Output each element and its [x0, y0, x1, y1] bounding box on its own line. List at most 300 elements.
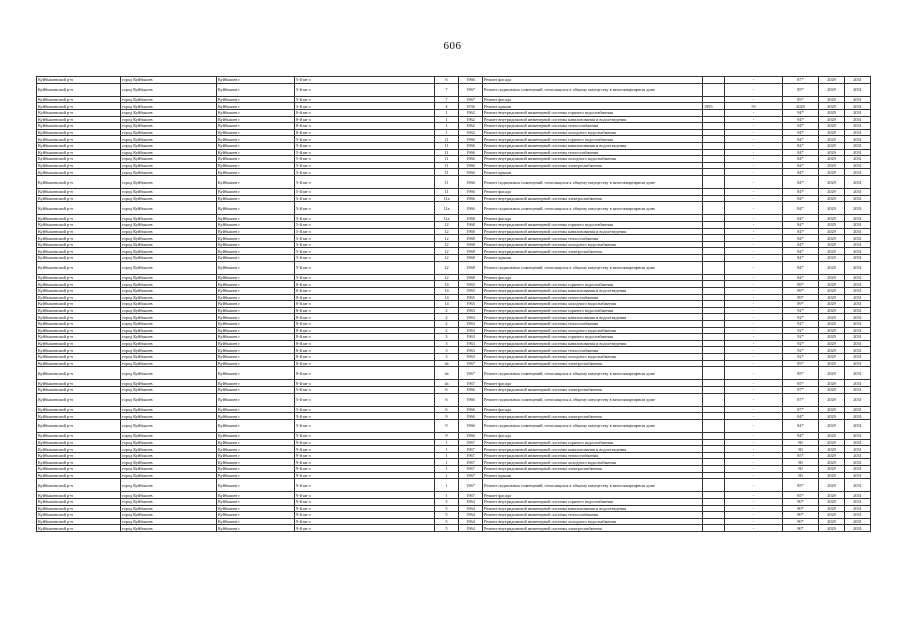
quarter-cell: 9-й кв-л	[295, 505, 435, 512]
district-cell: Куйбышевский р-н	[37, 274, 121, 281]
quarter-cell: 5-й кв-л	[295, 96, 435, 103]
dash-cell: 55	[725, 103, 783, 110]
build-year-cell: 1967	[459, 83, 483, 96]
work-type-cell: Ремонт внутридомовой инженерной системы холодного водоснабжения	[483, 301, 703, 308]
settlement-cell: город Куйбышев	[121, 334, 217, 341]
street-cell: Куйбышев г	[217, 142, 295, 149]
dash-cell: -	[725, 288, 783, 295]
house-number-cell: 4	[435, 103, 459, 110]
area-cell	[703, 261, 725, 274]
cost-cell: 2029	[783, 103, 819, 110]
area-cell	[703, 446, 725, 453]
work-type-cell: Ремонт внутридомовой инженерной системы горячего водоснабжения	[483, 136, 703, 143]
end-year-cell: 2031	[845, 353, 871, 360]
settlement-cell: город Куйбышев	[121, 479, 217, 492]
quarter-cell: 9-й кв-л	[295, 479, 435, 492]
area-cell	[703, 195, 725, 202]
street-cell: Куйбышев г	[217, 452, 295, 459]
area-cell	[703, 347, 725, 354]
dash-cell: -	[725, 347, 783, 354]
quarter-cell: 8-й кв-л	[295, 301, 435, 308]
street-cell: Куйбышев г	[217, 189, 295, 196]
dash-cell: -	[725, 156, 783, 163]
dash-cell: -	[725, 195, 783, 202]
end-year-cell: 2031	[845, 459, 871, 466]
dash-cell: -	[725, 406, 783, 413]
district-cell: Куйбышевский р-н	[37, 340, 121, 347]
area-cell	[703, 492, 725, 499]
build-year-cell: 1966	[459, 162, 483, 169]
table-row	[37, 77, 871, 84]
table-row	[37, 169, 871, 176]
house-number-cell: 5	[435, 525, 459, 532]
dash-cell: -	[725, 149, 783, 156]
settlement-cell: город Куйбышев	[121, 518, 217, 525]
district-cell: Куйбышевский р-н	[37, 142, 121, 149]
quarter-cell: 8-й кв-л	[295, 353, 435, 360]
start-year-cell: 2029	[819, 288, 845, 295]
house-number-cell: 1	[435, 116, 459, 123]
work-type-cell: Ремонт внутридомовой инженерной системы холодного водоснабжения	[483, 241, 703, 248]
quarter-cell: 3-й кв-л	[295, 103, 435, 110]
table-row	[37, 129, 871, 136]
street-cell: Куйбышев г	[217, 525, 295, 532]
table-row	[37, 320, 871, 327]
district-cell: Куйбышевский р-н	[37, 413, 121, 420]
end-year-cell: 2031	[845, 294, 871, 301]
settlement-cell: город Куйбышев	[121, 419, 217, 432]
house-number-cell: 11	[435, 136, 459, 143]
area-cell	[703, 406, 725, 413]
quarter-cell: 8-й кв-л	[295, 360, 435, 367]
work-type-cell: Ремонт внутридомовой инженерной системы электроснабжения	[483, 466, 703, 473]
dash-cell: -	[725, 175, 783, 188]
repair-schedule-table	[36, 76, 871, 532]
cost-cell: 87*	[783, 406, 819, 413]
start-year-cell: 2029	[819, 472, 845, 479]
start-year-cell: 2029	[819, 314, 845, 321]
cost-cell: 85*	[783, 83, 819, 96]
house-number-cell: 9	[435, 433, 459, 440]
area-cell	[703, 518, 725, 525]
work-type-cell: Ремонт внутридомовой инженерной системы электроснабжения	[483, 525, 703, 532]
cost-cell: 84*	[783, 202, 819, 215]
build-year-cell: 1966	[459, 419, 483, 432]
district-cell: Куйбышевский р-н	[37, 459, 121, 466]
dash-cell: -	[725, 241, 783, 248]
area-cell	[703, 255, 725, 262]
district-cell: Куйбышевский р-н	[37, 406, 121, 413]
end-year-cell: 2031	[845, 261, 871, 274]
street-cell: Куйбышев г	[217, 241, 295, 248]
area-cell	[703, 472, 725, 479]
district-cell: Куйбышевский р-н	[37, 202, 121, 215]
build-year-cell: 1967	[459, 479, 483, 492]
settlement-cell: город Куйбышев	[121, 386, 217, 393]
work-type-cell: Ремонт крыши	[483, 255, 703, 262]
cost-cell: 92*	[783, 347, 819, 354]
area-cell	[703, 294, 725, 301]
house-number-cell: 9	[435, 419, 459, 432]
settlement-cell: город Куйбышев	[121, 327, 217, 334]
cost-cell: 80	[783, 439, 819, 446]
district-cell: Куйбышевский р-н	[37, 472, 121, 479]
work-type-cell: Ремонт фасада	[483, 96, 703, 103]
start-year-cell: 2029	[819, 340, 845, 347]
start-year-cell: 2029	[819, 334, 845, 341]
dash-cell: -	[725, 202, 783, 215]
dash-cell: -	[725, 433, 783, 440]
district-cell: Куйбышевский р-н	[37, 248, 121, 255]
work-type-cell: Ремонт внутридомовой инженерной системы теплоснабжения	[483, 294, 703, 301]
settlement-cell: город Куйбышев	[121, 175, 217, 188]
build-year-cell: 1963	[459, 307, 483, 314]
house-number-cell: 1	[435, 459, 459, 466]
cost-cell: 87*	[783, 393, 819, 406]
table-row	[37, 505, 871, 512]
quarter-cell: 5-й кв-л	[295, 393, 435, 406]
settlement-cell: город Куйбышев	[121, 446, 217, 453]
table-row	[37, 241, 871, 248]
cost-cell: 85*	[783, 96, 819, 103]
build-year-cell: 1966	[459, 136, 483, 143]
table-row	[37, 248, 871, 255]
area-cell	[703, 129, 725, 136]
street-cell: Куйбышев г	[217, 334, 295, 341]
settlement-cell: город Куйбышев	[121, 294, 217, 301]
work-type-cell: Ремонт внутридомовой инженерной системы теплоснабжения	[483, 123, 703, 130]
dash-cell: -	[725, 294, 783, 301]
dash-cell: -	[725, 136, 783, 143]
build-year-cell: 1962	[459, 116, 483, 123]
area-cell	[703, 307, 725, 314]
start-year-cell: 2029	[819, 274, 845, 281]
cost-cell: 84*	[783, 241, 819, 248]
street-cell: Куйбышев г	[217, 96, 295, 103]
dash-cell: -	[725, 492, 783, 499]
area-cell	[703, 459, 725, 466]
area-cell	[703, 525, 725, 532]
build-year-cell: 1966	[459, 156, 483, 163]
start-year-cell: 2029	[819, 294, 845, 301]
start-year-cell: 2029	[819, 162, 845, 169]
house-number-cell: 3	[435, 334, 459, 341]
house-number-cell: 2	[435, 327, 459, 334]
table-row	[37, 472, 871, 479]
district-cell: Куйбышевский р-н	[37, 261, 121, 274]
start-year-cell: 2029	[819, 195, 845, 202]
street-cell: Куйбышев г	[217, 123, 295, 130]
build-year-cell: 1965	[459, 288, 483, 295]
table-row	[37, 353, 871, 360]
street-cell: Куйбышев г	[217, 261, 295, 274]
table-row	[37, 202, 871, 215]
end-year-cell: 2031	[845, 77, 871, 84]
work-type-cell: Ремонт внутридомовой инженерной системы теплоснабжения	[483, 347, 703, 354]
quarter-cell: 8-й кв-л	[295, 123, 435, 130]
house-number-cell: 9	[435, 413, 459, 420]
settlement-cell: город Куйбышев	[121, 235, 217, 242]
quarter-cell: 8-й кв-л	[295, 116, 435, 123]
table-row	[37, 162, 871, 169]
quarter-cell: 5-й кв-л	[295, 136, 435, 143]
work-type-cell: Ремонт внутридомовой инженерной системы теплоснабжения	[483, 452, 703, 459]
dash-cell: -	[725, 169, 783, 176]
table-row	[37, 452, 871, 459]
end-year-cell: 2031	[845, 129, 871, 136]
work-type-cell: Ремонт внутридомовой инженерной системы теплоснабжения	[483, 320, 703, 327]
street-cell: Куйбышев г	[217, 479, 295, 492]
settlement-cell: город Куйбышев	[121, 380, 217, 387]
settlement-cell: город Куйбышев	[121, 340, 217, 347]
build-year-cell: 1966	[459, 142, 483, 149]
dash-cell: -	[725, 77, 783, 84]
table-row	[37, 96, 871, 103]
build-year-cell: 1967	[459, 459, 483, 466]
quarter-cell: 9-й кв-л	[295, 472, 435, 479]
house-number-cell: 12	[435, 241, 459, 248]
district-cell: Куйбышевский р-н	[37, 327, 121, 334]
house-number-cell: 1	[435, 466, 459, 473]
cost-cell: 94*	[783, 109, 819, 116]
start-year-cell: 2029	[819, 433, 845, 440]
quarter-cell: 9-й кв-л	[295, 518, 435, 525]
quarter-cell: 5-й кв-л	[295, 189, 435, 196]
work-type-cell: Ремонт крыши	[483, 472, 703, 479]
house-number-cell: 14	[435, 281, 459, 288]
end-year-cell: 2031	[845, 241, 871, 248]
start-year-cell: 2029	[819, 367, 845, 380]
dash-cell: -	[725, 222, 783, 229]
settlement-cell: город Куйбышев	[121, 307, 217, 314]
quarter-cell: 5-й кв-л	[295, 413, 435, 420]
table-row	[37, 525, 871, 532]
work-type-cell: Ремонт внутридомовой инженерной системы канализования и водоотведения	[483, 340, 703, 347]
end-year-cell: 2031	[845, 419, 871, 432]
area-cell	[703, 380, 725, 387]
settlement-cell: город Куйбышев	[121, 261, 217, 274]
build-year-cell: 1936	[459, 103, 483, 110]
house-number-cell: 1	[435, 439, 459, 446]
dash-cell: -	[725, 281, 783, 288]
street-cell: Куйбышев г	[217, 466, 295, 473]
district-cell: Куйбышевский р-н	[37, 314, 121, 321]
quarter-cell: 9-й кв-л	[295, 446, 435, 453]
work-type-cell: Ремонт подвальных помещений, относящихся к общему имуществу в многоквартирном доме	[483, 83, 703, 96]
table-row	[37, 459, 871, 466]
street-cell: Куйбышев г	[217, 327, 295, 334]
work-type-cell: Ремонт фасада	[483, 274, 703, 281]
table-row	[37, 228, 871, 235]
end-year-cell: 2031	[845, 162, 871, 169]
table-row	[37, 294, 871, 301]
work-type-cell: Ремонт внутридомовой инженерной системы холодного водоснабжения	[483, 129, 703, 136]
dash-cell: -	[725, 360, 783, 367]
table-row	[37, 314, 871, 321]
settlement-cell: город Куйбышев	[121, 215, 217, 222]
work-type-cell: Ремонт внутридомовой инженерной системы канализования и водоотведения	[483, 288, 703, 295]
house-number-cell: 1	[435, 479, 459, 492]
page-number: 606	[443, 40, 462, 52]
start-year-cell: 2029	[819, 109, 845, 116]
build-year-cell: 1962	[459, 123, 483, 130]
quarter-cell: 9-й кв-л	[295, 439, 435, 446]
settlement-cell: город Куйбышев	[121, 123, 217, 130]
start-year-cell: 2029	[819, 202, 845, 215]
quarter-cell: 8-й кв-л	[295, 314, 435, 321]
settlement-cell: город Куйбышев	[121, 492, 217, 499]
end-year-cell: 2031	[845, 248, 871, 255]
start-year-cell: 2029	[819, 446, 845, 453]
area-cell	[703, 175, 725, 188]
table-row	[37, 419, 871, 432]
dash-cell: -	[725, 466, 783, 473]
work-type-cell: Ремонт внутридомовой инженерной системы электроснабжения	[483, 413, 703, 420]
area-cell	[703, 222, 725, 229]
street-cell: Куйбышев г	[217, 156, 295, 163]
street-cell: Куйбышев г	[217, 314, 295, 321]
build-year-cell: 1968	[459, 215, 483, 222]
dash-cell: -	[725, 162, 783, 169]
house-number-cell: 11а	[435, 195, 459, 202]
settlement-cell: город Куйбышев	[121, 274, 217, 281]
quarter-cell: 8-й кв-л	[295, 294, 435, 301]
settlement-cell: город Куйбышев	[121, 512, 217, 519]
start-year-cell: 2029	[819, 327, 845, 334]
settlement-cell: город Куйбышев	[121, 406, 217, 413]
street-cell: Куйбышев г	[217, 413, 295, 420]
table-row	[37, 281, 871, 288]
area-cell	[703, 169, 725, 176]
start-year-cell: 2029	[819, 116, 845, 123]
dash-cell: -	[725, 235, 783, 242]
street-cell: Куйбышев г	[217, 109, 295, 116]
settlement-cell: город Куйбышев	[121, 248, 217, 255]
work-type-cell: Ремонт внутридомовой инженерной системы электроснабжения	[483, 360, 703, 367]
settlement-cell: город Куйбышев	[121, 281, 217, 288]
dash-cell: -	[725, 499, 783, 506]
start-year-cell: 2029	[819, 452, 845, 459]
end-year-cell: 2031	[845, 406, 871, 413]
cost-cell: 89*	[783, 281, 819, 288]
district-cell: Куйбышевский р-н	[37, 419, 121, 432]
start-year-cell: 2029	[819, 235, 845, 242]
table-row	[37, 512, 871, 519]
area-cell	[703, 334, 725, 341]
street-cell: Куйбышев г	[217, 215, 295, 222]
build-year-cell: 1967	[459, 472, 483, 479]
settlement-cell: город Куйбышев	[121, 301, 217, 308]
quarter-cell: 5-й кв-л	[295, 274, 435, 281]
house-number-cell: 11а	[435, 202, 459, 215]
end-year-cell: 2031	[845, 320, 871, 327]
district-cell: Куйбышевский р-н	[37, 353, 121, 360]
cost-cell: 84*	[783, 255, 819, 262]
quarter-cell: 9-й кв-л	[295, 512, 435, 519]
house-number-cell: 12	[435, 228, 459, 235]
build-year-cell: 1963	[459, 314, 483, 321]
settlement-cell: город Куйбышев	[121, 83, 217, 96]
street-cell: Куйбышев г	[217, 518, 295, 525]
street-cell: Куйбышев г	[217, 446, 295, 453]
settlement-cell: город Куйбышев	[121, 466, 217, 473]
work-type-cell: Ремонт подвальных помещений, относящихся к общему имуществу в многоквартирном доме	[483, 202, 703, 215]
table-row	[37, 156, 871, 163]
street-cell: Куйбышев г	[217, 281, 295, 288]
start-year-cell: 2029	[819, 301, 845, 308]
end-year-cell: 2031	[845, 479, 871, 492]
area-cell	[703, 274, 725, 281]
district-cell: Куйбышевский р-н	[37, 393, 121, 406]
start-year-cell: 2029	[819, 96, 845, 103]
settlement-cell: город Куйбышев	[121, 195, 217, 202]
street-cell: Куйбышев г	[217, 129, 295, 136]
build-year-cell: 1963	[459, 353, 483, 360]
cost-cell: 92*	[783, 314, 819, 321]
start-year-cell: 2029	[819, 248, 845, 255]
area-cell	[703, 433, 725, 440]
dash-cell: -	[725, 255, 783, 262]
start-year-cell: 2029	[819, 83, 845, 96]
dash-cell: -	[725, 314, 783, 321]
street-cell: Куйбышев г	[217, 222, 295, 229]
district-cell: Куйбышевский р-н	[37, 255, 121, 262]
district-cell: Куйбышевский р-н	[37, 123, 121, 130]
area-cell	[703, 367, 725, 380]
build-year-cell: 1962	[459, 109, 483, 116]
district-cell: Куйбышевский р-н	[37, 452, 121, 459]
build-year-cell: 1964	[459, 525, 483, 532]
end-year-cell: 2031	[845, 347, 871, 354]
end-year-cell: 2031	[845, 96, 871, 103]
build-year-cell: 1962	[459, 129, 483, 136]
district-cell: Куйбышевский р-н	[37, 380, 121, 387]
district-cell: Куйбышевский р-н	[37, 334, 121, 341]
cost-cell: 84*	[783, 162, 819, 169]
quarter-cell: 5-й кв-л	[295, 433, 435, 440]
settlement-cell: город Куйбышев	[121, 189, 217, 196]
quarter-cell: 5-й кв-л	[295, 142, 435, 149]
settlement-cell: город Куйбышев	[121, 228, 217, 235]
settlement-cell: город Куйбышев	[121, 367, 217, 380]
end-year-cell: 2031	[845, 222, 871, 229]
end-year-cell: 2031	[845, 116, 871, 123]
work-type-cell: Ремонт внутридомовой инженерной системы канализования и водоотведения	[483, 446, 703, 453]
table-row	[37, 406, 871, 413]
build-year-cell: 1967	[459, 492, 483, 499]
street-cell: Куйбышев г	[217, 439, 295, 446]
cost-cell: 85*	[783, 360, 819, 367]
area-cell: 1995	[703, 103, 725, 110]
end-year-cell: 2031	[845, 367, 871, 380]
start-year-cell: 2029	[819, 393, 845, 406]
street-cell: Куйбышев г	[217, 419, 295, 432]
house-number-cell: 6	[435, 77, 459, 84]
start-year-cell: 2029	[819, 466, 845, 473]
end-year-cell: 2031	[845, 123, 871, 130]
dash-cell: -	[725, 452, 783, 459]
build-year-cell: 1966	[459, 149, 483, 156]
district-cell: Куйбышевский р-н	[37, 281, 121, 288]
table-row	[37, 189, 871, 196]
area-cell	[703, 419, 725, 432]
end-year-cell: 2031	[845, 274, 871, 281]
dash-cell: -	[725, 505, 783, 512]
build-year-cell: 1967	[459, 446, 483, 453]
district-cell: Куйбышевский р-н	[37, 367, 121, 380]
district-cell: Куйбышевский р-н	[37, 175, 121, 188]
work-type-cell: Ремонт фасада	[483, 380, 703, 387]
